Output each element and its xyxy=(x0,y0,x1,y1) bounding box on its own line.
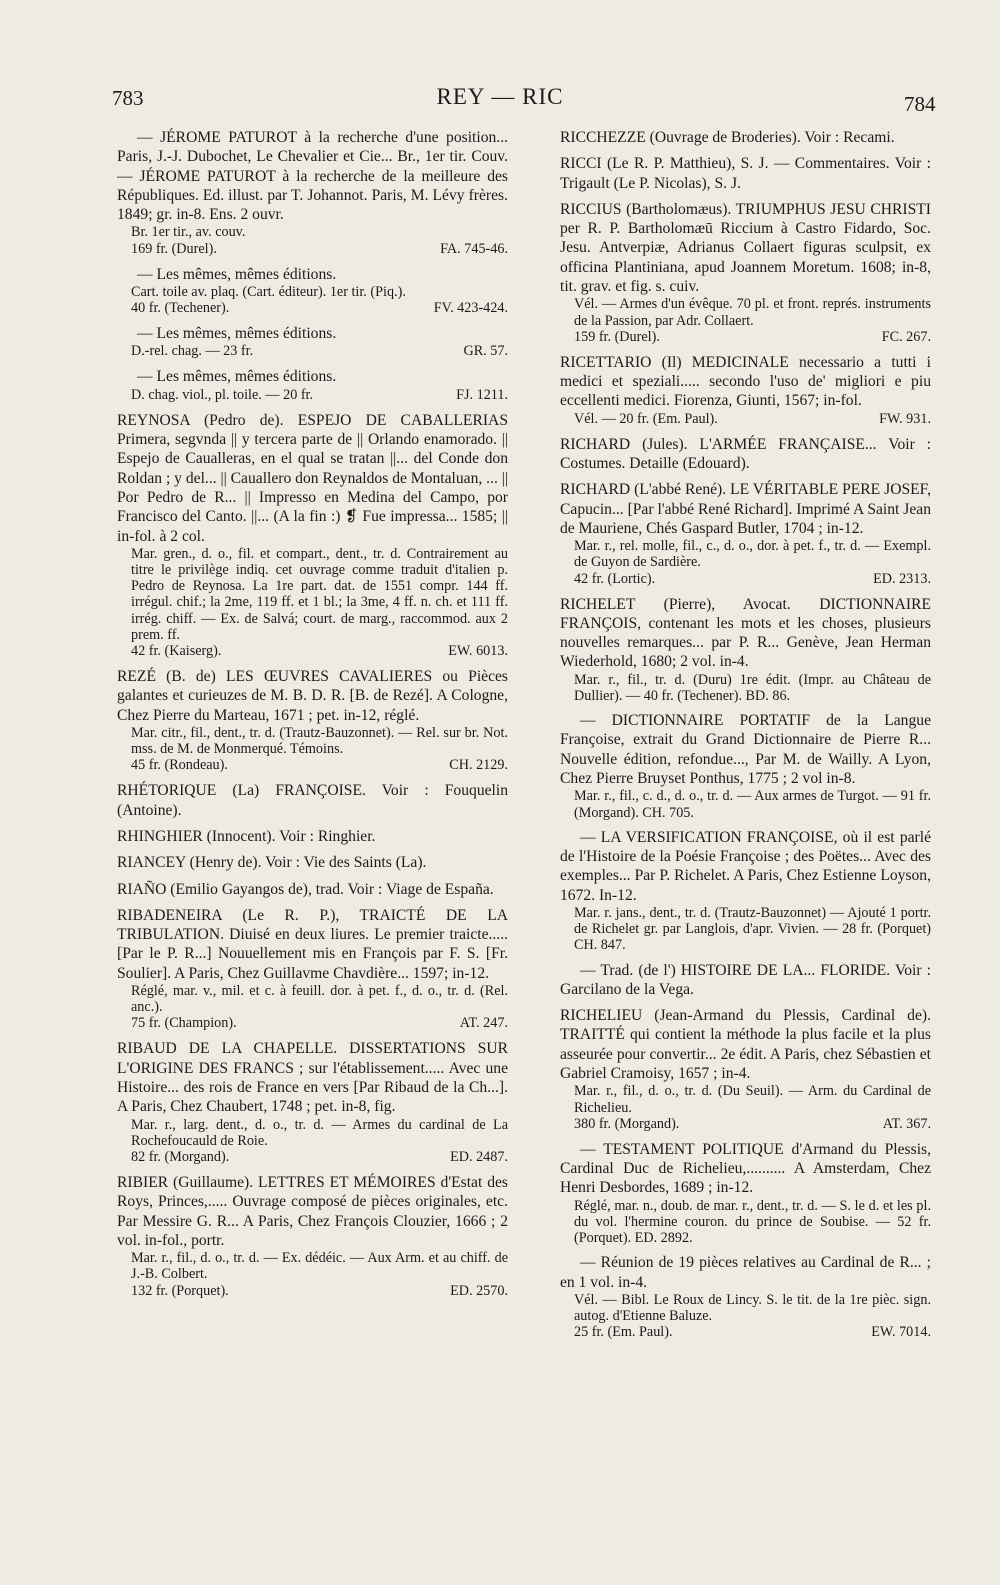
catalogue-entry xyxy=(117,1039,508,1166)
entry-text: RHINGHIER (Innocent). Voir : Ringhier. xyxy=(117,827,376,845)
entry-text: — JÉROME PATUROT à la recherche d'une position... Paris, J.-J. Dubochet, Le Chevalier et Cie... Br., 1er tir. Couv. — JÉROME PATUROT à la recherche de la meilleure des Républiques. Ed. illust. par T. Johannot. Paris, M. Lévy frères. 1849; gr. in-8. Ens. 2 ouvr. xyxy=(117,129,508,224)
entry-note: Mar. r., rel. molle, fil., c., d. o., dor. à pet. f., tr. d. — Exempl. de Guyon de Sardière. xyxy=(574,538,931,571)
price-line xyxy=(117,343,508,360)
entry-note: Mar. r., fil., d. o., tr. d. (Du Seuil). — Arm. du Cardinal de Richelieu. xyxy=(574,1083,931,1116)
entry-text: RICHARD (L'abbé René). LE VÉRITABLE PERE JOSEF, Capucin... [Par l'abbé René Richard]. Imprimé A Saint Jean de Mauriene, Chés Gaspard Butler, 1704 ; in-12. xyxy=(560,481,931,537)
entry-note: Br. 1er tir., av. couv. xyxy=(131,224,246,241)
catalogue-entry xyxy=(560,1140,931,1247)
price: 159 fr. (Durel). xyxy=(574,328,660,345)
sale-reference: GR. 57. xyxy=(463,343,508,360)
entry-text: — Trad. (de l') HISTOIRE DE LA... FLORIDE. Voir : Garcilano de la Vega. xyxy=(560,961,931,998)
entry-text: RICETTARIO (Il) MEDICINALE necessario a tutti i medici et speziali..... secondo l'uso de' migliori e piu eccellenti medici. Fiorenza, Giunti, 1567; in-fol. xyxy=(560,353,931,410)
entry-text: — Les mêmes, mêmes éditions. xyxy=(137,265,337,283)
entry-text: — Réunion de 19 pièces relatives au Cardinal de R... ; en 1 vol. in-4. xyxy=(560,1254,931,1291)
price: 169 fr. (Durel). xyxy=(131,240,217,257)
entry-text: — TESTAMENT POLITIQUE d'Armand du Plessis, Cardinal Duc de Richelieu,.......... A Amsterdam, Chez Henri Desbordes, 1689 ; in-12. xyxy=(560,1140,931,1197)
entry-text: REZÉ (B. de) LES ŒUVRES CAVALIERES ou Pièces galantes et curieuzes de M. B. D. R. [B. de Rezé]. A Cologne, Chez Pierre du Marteau, 1671 ; pet. in-12, réglé. xyxy=(117,668,508,724)
sale-reference: FV. 423-424. xyxy=(433,300,508,317)
catalogue-entry xyxy=(117,265,508,318)
sale-reference: FJ. 1211. xyxy=(456,386,508,403)
price: 82 fr. (Morgand). xyxy=(131,1149,230,1166)
catalogue-entry xyxy=(560,128,931,147)
price-line xyxy=(117,1015,508,1032)
page-number-left: 783 xyxy=(112,86,144,110)
catalogue-entry xyxy=(560,480,931,587)
catalogue-entry xyxy=(560,435,931,474)
catalogue-entry xyxy=(560,353,931,428)
entry-note: Mar. r., fil., tr. d. (Duru) 1re édit. (Impr. au Château de Dullier). — 40 fr. (Techener). BD. 86. xyxy=(574,671,931,704)
entry-text: RICHELIEU (Jean-Armand du Plessis, Cardinal de). TRAITTÉ qui contient la méthode la plus facile et la plus asseurée pour convertir... 2e édit. A Paris, chez Sébastien et Gabriel Cramoisy, 1657 ; in-4. xyxy=(560,1007,931,1083)
catalogue-entry xyxy=(117,906,508,1033)
price-line xyxy=(117,387,508,404)
price: 132 fr. (Porquet). xyxy=(131,1282,229,1299)
entry-note: Cart. toile av. plaq. (Cart. éditeur). 1er tir. (Piq.). xyxy=(131,283,406,300)
left-column xyxy=(117,128,508,1307)
right-column xyxy=(560,128,931,1348)
price: D. chag. viol., pl. toile. — 20 fr. xyxy=(131,386,314,403)
price-line xyxy=(560,1324,931,1341)
price-line xyxy=(117,757,508,774)
entry-text: RICHARD (Jules). L'ARMÉE FRANÇAISE... Voir : Costumes. Detaille (Edouard). xyxy=(560,435,931,472)
price-line xyxy=(117,300,508,317)
entry-note: Mar. gren., d. o., fil. et compart., dent., tr. d. Contrairement au titre le privilège indiq. cet ouvrage comme traduit d'italien p. Pedro de Reynosa. La 1re part. dat. de 1551 compr. 144 ff. irrégul. chif.; la 2me, 119 ff. et 1 bl.; la 3me, 4 ff. n. ch. et 111 ff. irrég. chiff. — Ex. de Salvá; court. de marg., raccommod. aux 2 prem. ff. xyxy=(131,545,508,643)
catalogue-entry xyxy=(117,781,508,820)
catalogue-entry xyxy=(117,880,508,899)
catalogue-entry xyxy=(560,828,931,954)
catalogue-entry xyxy=(117,1173,508,1300)
catalogue-entry xyxy=(560,1006,931,1133)
entry-note: Mar. r., larg. dent., d. o., tr. d. — Armes du cardinal de La Rochefoucauld de Roie. xyxy=(131,1116,508,1149)
entry-note: Vél. — Bibl. Le Roux de Lincy. S. le tit. de la 1re pièc. sign. autog. d'Etienne Baluze. xyxy=(574,1291,931,1325)
catalogue-entry xyxy=(117,367,508,403)
price: 25 fr. (Em. Paul). xyxy=(574,1324,673,1341)
price: 42 fr. (Kaiserg). xyxy=(131,643,222,660)
entry-text: RIBADENEIRA (Le R. P.), TRAICTÉ DE LA TRIBULATION. Diuisé en deux liures. Le premier traicte..... [Par le P. R...] Nouuellement mis en François par F. S. [Fr. Soulier]. A Paris, Chez Guillavme Chavdière... 1597; in-12. xyxy=(117,906,508,982)
running-title: REY — RIC xyxy=(436,84,564,109)
sale-reference: AT. 367. xyxy=(882,1115,931,1132)
catalogue-entry xyxy=(117,827,508,846)
entry-text: — Les mêmes, mêmes éditions. xyxy=(137,325,337,343)
price-line xyxy=(560,571,931,588)
entry-text: RICCIUS (Bartholomæus). TRIUMPHUS JESU CHRISTI per R. P. Bartholomæū Riccium à Castro Fidardo, Soc. Jesu. Antverpiæ, Adrianus Collaert figuras sculpsit, ex officina Plantiniana, apud Joannem Moretum. 1608; in-8, tit. grav. et fig. s. cuiv. xyxy=(560,200,931,296)
sale-reference: EW. 7014. xyxy=(871,1324,931,1341)
sale-reference: FC. 267. xyxy=(881,328,931,345)
sale-reference: FW. 931. xyxy=(879,410,931,427)
entry-text: RHÉTORIQUE (La) FRANÇOISE. Voir : Fouquelin (Antoine). xyxy=(117,782,508,819)
price: D.-rel. chag. — 23 fr. xyxy=(131,343,254,360)
catalogue-entry xyxy=(560,200,931,346)
entry-text: — Les mêmes, mêmes éditions. xyxy=(137,368,337,386)
entry-text: RIBAUD DE LA CHAPELLE. DISSERTATIONS SUR L'ORIGINE DES FRANCS ; sur l'établissement..... Avec une Histoire... des rois de France en vers [Par Ribaud de la Ch...]. A Paris, Chez Chaubert, 1748 ; pet. in-8, fig. xyxy=(117,1040,508,1116)
catalogue-entry xyxy=(560,595,931,705)
entry-text: RICCI (Le R. P. Matthieu), S. J. — Commentaires. Voir : Trigault (Le P. Nicolas), S. J. xyxy=(560,155,931,192)
sale-reference: ED. 2487. xyxy=(450,1149,508,1166)
sale-reference: CH. 2129. xyxy=(449,757,508,774)
catalogue-entry xyxy=(117,324,508,360)
entry-text: — DICTIONNAIRE PORTATIF de la Langue Françoise, extrait du Grand Dictionnaire de Pierre R... Nouvelle édition, refondue..., Par M. de Wailly. A Lyon, Chez Pierre Bruyset Ponthus, 1775 ; 2 vol in-8. xyxy=(560,712,931,788)
price: 380 fr. (Morgand). xyxy=(574,1115,680,1132)
price: 42 fr. (Lortic). xyxy=(574,570,656,587)
price-line xyxy=(117,643,508,660)
catalogue-entry xyxy=(117,853,508,872)
catalogue-entry xyxy=(117,667,508,774)
entry-text: REYNOSA (Pedro de). ESPEJO DE CABALLERIAS Primera, segvnda || y tercera parte de || Orlando enamorado. || Espejo de Caualleras, en el qual se tratan ||... del Conde don Roldan ; y del... || Cauallero don Reynaldos de Montaluan, ... || Por Pedro de R... || Impresso en Medina del Campo, por Francisco del Canto. ||... (A la fin :) ❡ Fue impressa... 1585; || in-fol. à 2 col. xyxy=(117,411,509,545)
price-line xyxy=(117,241,508,258)
sale-reference: EW. 6013. xyxy=(448,643,508,660)
price: 40 fr. (Techener). xyxy=(131,300,230,317)
entry-note: Réglé, mar. v., mil. et c. à feuill. dor. à pet. f., d. o., tr. d. (Rel. anc.). xyxy=(131,983,508,1016)
entry-note: Mar. r. jans., dent., tr. d. (Trautz-Bauzonnet) — Ajouté 1 portr. de Richelet gr. par Langlois, d'apr. Vivien. — 28 fr. (Porquet) CH. 847. xyxy=(574,904,931,954)
price: Vél. — 20 fr. (Em. Paul). xyxy=(574,410,718,427)
entry-text: RIBIER (Guillaume). LETTRES ET MÉMOIRES d'Estat des Roys, Princes,..... Ouvrage composé de pièces originales, etc. Par Messire G. R... A Paris, Chez François Clouzier, 1666 ; 2 vol. in-fol., portr. xyxy=(117,1174,508,1249)
sale-reference: AT. 247. xyxy=(459,1015,508,1032)
entry-note: Mar. r., fil., d. o., tr. d. — Ex. dédéic. — Aux Arm. et au chiff. de J.-B. Colbert. xyxy=(131,1250,508,1283)
catalogue-entry xyxy=(560,154,931,193)
sale-reference: ED. 2570. xyxy=(450,1282,508,1299)
catalogue-entry xyxy=(117,411,508,660)
price-line xyxy=(117,1149,508,1166)
sale-reference: FA. 745-46. xyxy=(440,240,508,257)
price: 45 fr. (Rondeau). xyxy=(131,757,228,774)
sale-reference: ED. 2313. xyxy=(873,570,931,587)
price: 75 fr. (Champion). xyxy=(131,1015,237,1032)
catalogue-entry xyxy=(560,1253,931,1341)
entry-text: — LA VERSIFICATION FRANÇOISE, où il est parlé de l'Histoire de la Poésie Françoise ; des Poëtes... Avec des exemples... Par P. Richelet. A Paris, Chez Estienne Loyson, 1672. In-12. xyxy=(560,828,931,904)
catalogue-entry xyxy=(560,711,931,821)
price-line xyxy=(117,1283,508,1300)
entry-text: RICHELET (Pierre), Avocat. DICTIONNAIRE FRANÇOIS, contenant les mots et les choses, plusieurs nouvelles remarques... par P. R... Genève, Jean Herman Wiederhold, 1680; 2 vol. in-4. xyxy=(560,595,931,671)
entry-text: RIAÑO (Emilio Gayangos de), trad. Voir : Viage de España. xyxy=(117,880,494,898)
entry-text: RIANCEY (Henry de). Voir : Vie des Saints (La). xyxy=(117,854,427,872)
entry-note: Réglé, mar. n., doub. de mar. r., dent., tr. d. — S. le d. et les pl. du vol. l'hermine couron. du prince de Soubise. — 52 fr. (Porquet). ED. 2892. xyxy=(574,1197,931,1247)
price-line xyxy=(560,329,931,346)
price-line xyxy=(560,411,931,428)
entry-text: RICCHEZZE (Ouvrage de Broderies). Voir : Recami. xyxy=(560,129,895,146)
catalogue-entry xyxy=(117,128,508,258)
price-line xyxy=(560,1116,931,1133)
page-number-right: 784 xyxy=(904,92,936,116)
entry-note: Mar. citr., fil., dent., tr. d. (Trautz-Bauzonnet). — Rel. sur br. Not. mss. de M. de Monmerqué. Témoins. xyxy=(131,724,508,758)
page-header xyxy=(0,82,1000,122)
entry-note: Vél. — Armes d'un évêque. 70 pl. et front. représ. instruments de la Passion, par Adr. Collaert. xyxy=(574,296,931,329)
catalogue-entry xyxy=(560,961,931,1000)
entry-note: Mar. r., fil., c. d., d. o., tr. d. — Aux armes de Turgot. — 91 fr. (Morgand). CH. 705. xyxy=(574,788,931,821)
